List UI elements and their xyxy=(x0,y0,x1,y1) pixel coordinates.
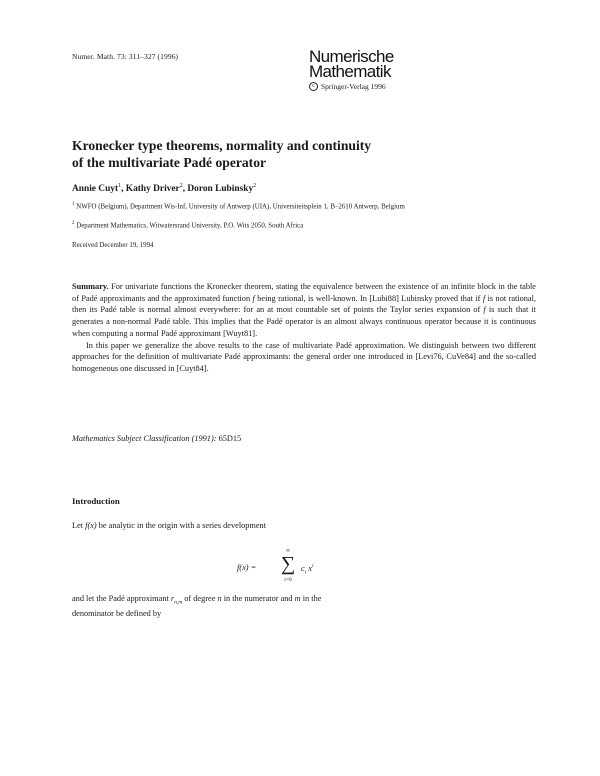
body-text: be analytic in the origin with a series development xyxy=(98,521,267,530)
paper-title xyxy=(72,137,532,171)
summary-paragraph-2: In this paper we generalize the above results to the case of multivariate Padé approximation. We distinguish between two different approaches for the definition of multivariate Padé approximants: the general order one introduced in [Levi76, CuVe84] and the so-called homogeneous one discussed in [Cuyt84]. xyxy=(72,340,536,373)
affiliation-mark: 1 xyxy=(72,202,75,207)
summary-text: is such that it generates a non-normal Padé table. This implies that the Padé operator is an almost always continuous operator because it is continuous when computing a normal Padé approximant [Wuyt81]. xyxy=(72,305,536,338)
copyright-text: Springer-Verlag 1996 xyxy=(321,82,386,91)
series-formula xyxy=(237,548,377,588)
math-subscript: n,m xyxy=(174,599,183,606)
affiliation-1 xyxy=(72,200,534,211)
copyright-line xyxy=(309,82,419,91)
author-name: Annie Cuyt xyxy=(72,184,119,195)
math-var: f xyxy=(252,293,255,303)
msc-code: 65D15 xyxy=(218,434,242,443)
copyright-icon: c xyxy=(309,82,318,91)
author-name: Doron Lubinsky xyxy=(187,184,254,195)
body-text: in the numerator and xyxy=(223,594,293,603)
sum-lower-limit: i=0 xyxy=(284,577,292,583)
sum-upper-limit: ∞ xyxy=(285,548,291,554)
affiliation-text: Department Mathematics, Witwatersrand University, P.O. Wits 2050, South Africa xyxy=(76,222,304,230)
body-text: Let xyxy=(72,521,84,530)
author-name: Kathy Driver xyxy=(125,184,180,195)
author-mark: 2 xyxy=(179,183,183,189)
summary-text: is not rational, then its Padé table is normal almost everywhere: for an at most countable set of points the Taylor series expansion of xyxy=(72,293,536,315)
author-list: Annie Cuyt$^1$, Kathy Driver$^2$, Doron Lubinsky$^2$ xyxy=(72,183,257,195)
msc-label: Mathematics Subject Classification (1991): xyxy=(72,434,217,443)
section-heading-introduction: Introduction xyxy=(72,496,120,506)
intro-line-3: denominator be defined by xyxy=(72,609,162,618)
title-line-2: of the multivariate Padé operator xyxy=(72,155,267,170)
affiliation-text: NWFO (Belgium), Department Wis-Inf, University of Antwerp (UIA), Universiteitsplein 1, B–2610 Antwerp, Belgium xyxy=(76,203,405,211)
summary-text: For univariate functions the Kronecker theorem, stating the equivalence between the existence of an infinite block in the table of Padé approximants and the approximated function xyxy=(72,282,536,303)
summary-paragraph-1 xyxy=(72,281,536,340)
formula-lhs: f(x) = xyxy=(237,563,257,572)
affiliation-mark: 2 xyxy=(72,221,75,226)
math-var: n xyxy=(217,594,222,603)
math-var: f xyxy=(482,293,486,303)
summary-label: Summary. xyxy=(72,282,109,291)
intro-line-1 xyxy=(72,519,536,533)
math-var: f xyxy=(483,305,486,315)
summary-text: being rational, is well-known. In [Lubi88] Lubinsky proved that if xyxy=(257,293,481,303)
author-mark: 1 xyxy=(118,183,122,189)
author-mark: 2 xyxy=(253,183,257,189)
math-expression: f(x) xyxy=(85,521,97,530)
subject-classification xyxy=(72,434,241,443)
summation-symbol: ∑ xyxy=(280,553,296,575)
series-term xyxy=(301,563,314,575)
variable: x xyxy=(308,563,312,573)
logo-line-1: Numerische xyxy=(309,47,394,66)
journal-logo xyxy=(309,49,419,91)
coefficient: c xyxy=(301,563,305,573)
body-text: and let the Padé approximant xyxy=(72,594,169,603)
journal-reference: Numer. Math. 73: 311–327 (1996) xyxy=(72,52,179,61)
superscript: i xyxy=(311,563,314,569)
body-text: of degree xyxy=(184,594,216,603)
math-var: m xyxy=(294,594,301,603)
logo-line-2: Mathematik xyxy=(309,62,391,81)
body-text: in the xyxy=(302,594,322,603)
title-line-1: Kronecker type theorems, normality and continuity xyxy=(72,138,372,153)
summary-block xyxy=(72,281,536,375)
subscript: i xyxy=(304,569,307,576)
received-date: Received December 19, 1994 xyxy=(72,242,154,249)
affiliation-2 xyxy=(72,219,534,230)
math-var: r xyxy=(170,594,175,603)
